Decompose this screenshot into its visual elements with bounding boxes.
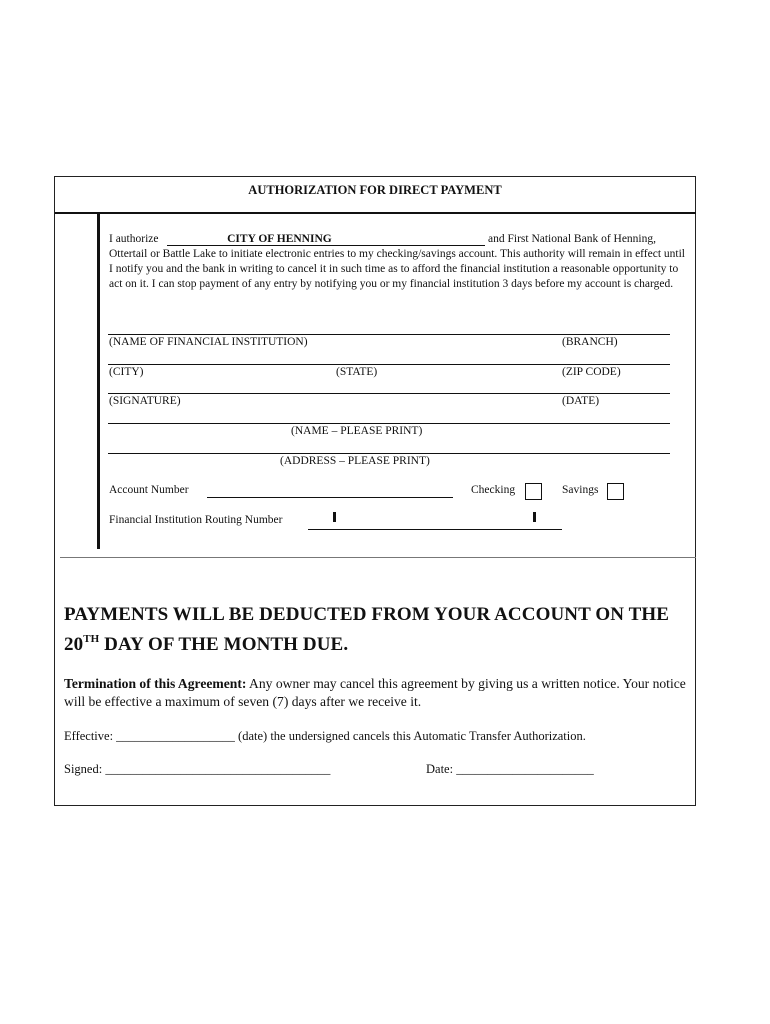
name-label: (NAME – PLEASE PRINT): [291, 425, 423, 437]
account-number-field[interactable]: [207, 497, 453, 498]
financial-institution-line[interactable]: [108, 334, 670, 335]
address-line[interactable]: [108, 453, 670, 454]
termination-label: Termination of this Agreement:: [64, 676, 247, 691]
termination-paragraph: [64, 675, 694, 711]
date-label: (DATE): [562, 395, 600, 407]
city-state-zip-line[interactable]: [108, 364, 670, 365]
signature-date-line[interactable]: [108, 393, 670, 394]
form-title: AUTHORIZATION FOR DIRECT PAYMENT: [248, 183, 502, 197]
authorized-company-field[interactable]: CITY OF HENNING: [167, 233, 485, 246]
notice-date-line[interactable]: Date: ______________________: [426, 762, 594, 776]
name-line[interactable]: [108, 423, 670, 424]
branch-label: (BRANCH): [562, 336, 618, 348]
address-label: (ADDRESS – PLEASE PRINT): [280, 455, 430, 467]
authorization-paragraph: [109, 232, 689, 292]
checking-label: Checking: [471, 484, 516, 496]
signed-line[interactable]: Signed: ____________________________________: [64, 762, 331, 776]
account-number-label: Account Number: [109, 484, 189, 496]
signature-label: (SIGNATURE): [109, 395, 181, 407]
routing-number-label: Financial Institution Routing Number: [109, 514, 283, 526]
zip-code-label: (ZIP CODE): [562, 366, 621, 378]
savings-checkbox[interactable]: [607, 483, 624, 500]
financial-institution-label: (NAME OF FINANCIAL INSTITUTION): [109, 336, 308, 348]
checking-checkbox[interactable]: [525, 483, 542, 500]
deduction-notice-headline: PAYMENTS WILL BE DEDUCTED FROM YOUR ACCOUNT ON THE 20TH DAY OF THE MONTH DUE.: [64, 604, 670, 655]
left-margin-bar: [97, 214, 100, 549]
routing-end-tick: [533, 512, 536, 522]
effective-date-line[interactable]: Effective: ___________________ (date) the undersigned cancels this Automatic Transfer Authorization.: [64, 729, 586, 743]
routing-start-tick: [333, 512, 336, 522]
routing-number-field[interactable]: [308, 529, 562, 530]
state-label: (STATE): [336, 366, 378, 378]
savings-label: Savings: [562, 484, 599, 496]
termination-text: Any owner may cancel this agreement by giving us a written notice. Your notice will be effective a maximum of seven (7) days after we receive it.: [64, 676, 686, 709]
city-label: (CITY): [109, 366, 144, 378]
section-divider: [60, 557, 696, 558]
authorize-prefix: I authorize: [109, 233, 159, 245]
header-divider: [55, 212, 696, 214]
authorization-text: and First National Bank of Henning, Ottertail or Battle Lake to initiate electronic entries to my checking/savings account. This authority will remain in effect until I notify you and the bank in writing to cancel it in such time as to afford the financial institution a reasonable opportunity to act on it. I can stop payment of any entry by notifying you or my financial institution 3 days before my account is charged.: [109, 233, 685, 290]
